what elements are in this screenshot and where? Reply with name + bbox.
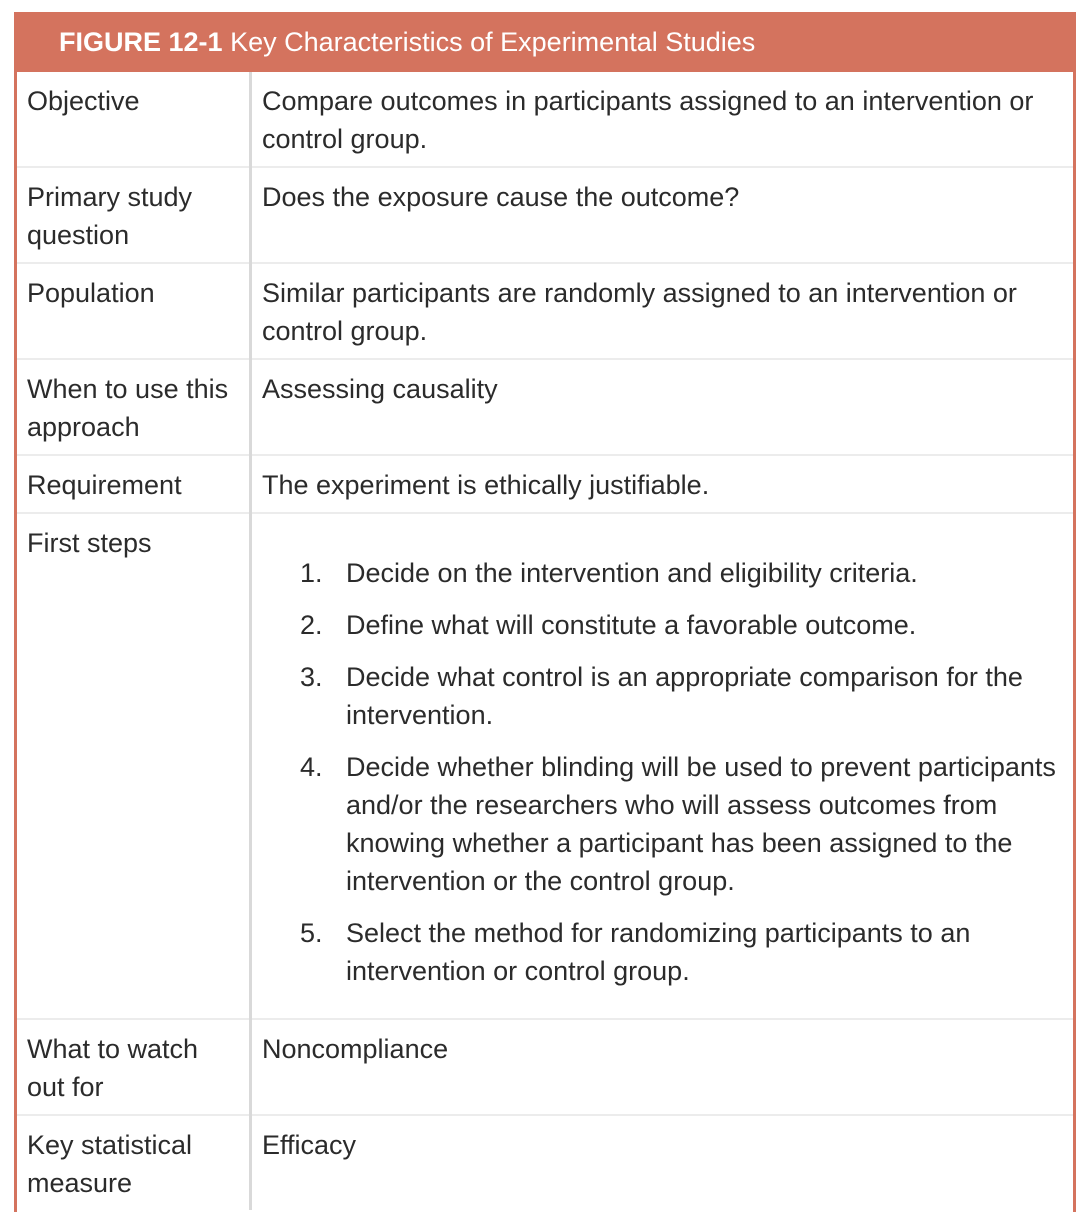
row-label: When to use this approach	[17, 359, 251, 455]
row-value: The experiment is ethically justifiable.	[251, 455, 1074, 513]
step-text: Select the method for randomizing participants to an intervention or control group.	[346, 918, 971, 986]
row-value: Noncompliance	[251, 1019, 1074, 1115]
figure-table	[14, 12, 1076, 1212]
step-number: 3.	[300, 662, 323, 692]
table-row-what-to-watch	[17, 1019, 1073, 1115]
table-row-key-statistical-measure	[17, 1115, 1073, 1210]
list-item	[262, 658, 1067, 734]
row-value: Efficacy	[262, 1130, 357, 1160]
step-text: Decide whether blinding will be used to prevent participants and/or the researchers who will assess outcomes from knowing whether a participant has been assigned to the intervention or the control group.	[346, 752, 1056, 896]
first-steps-list	[262, 554, 1067, 990]
row-value: Assessing causality	[251, 359, 1074, 455]
step-number: 5.	[300, 918, 323, 948]
row-label: Key statistical measure	[17, 1115, 251, 1210]
row-value	[251, 513, 1074, 1019]
list-item	[262, 914, 1067, 990]
step-number: 2.	[300, 610, 323, 640]
figure-number: FIGURE 12-1	[59, 27, 223, 57]
figure-title: Key Characteristics of Experimental Studies	[230, 27, 756, 57]
table-row-population	[17, 263, 1073, 359]
characteristics-table	[17, 72, 1073, 1210]
step-text: Decide what control is an appropriate comparison for the intervention.	[346, 662, 1023, 730]
table-row-objective	[17, 72, 1073, 167]
step-text: Decide on the intervention and eligibility criteria.	[346, 558, 918, 588]
step-text: Define what will constitute a favorable outcome.	[346, 610, 917, 640]
list-item	[262, 748, 1067, 900]
row-value: Similar participants are randomly assigned to an intervention or control group.	[251, 263, 1074, 359]
table-row-primary-study-question	[17, 167, 1073, 263]
figure-header	[17, 12, 1073, 72]
row-value: Does the exposure cause the outcome?	[251, 167, 1074, 263]
list-item	[262, 606, 1067, 644]
row-label: Population	[17, 263, 251, 359]
row-label: Requirement	[17, 455, 251, 513]
list-item	[262, 554, 1067, 592]
row-label: Objective	[17, 72, 251, 167]
row-value: Compare outcomes in participants assigned to an intervention or control group.	[251, 72, 1074, 167]
row-label: What to watch out for	[17, 1019, 251, 1115]
row-label: Primary study question	[17, 167, 251, 263]
step-number: 4.	[300, 752, 323, 782]
step-number: 1.	[300, 558, 323, 588]
table-row-when-to-use	[17, 359, 1073, 455]
row-label: First steps	[17, 513, 251, 1019]
table-row-requirement	[17, 455, 1073, 513]
table-row-first-steps	[17, 513, 1073, 1019]
